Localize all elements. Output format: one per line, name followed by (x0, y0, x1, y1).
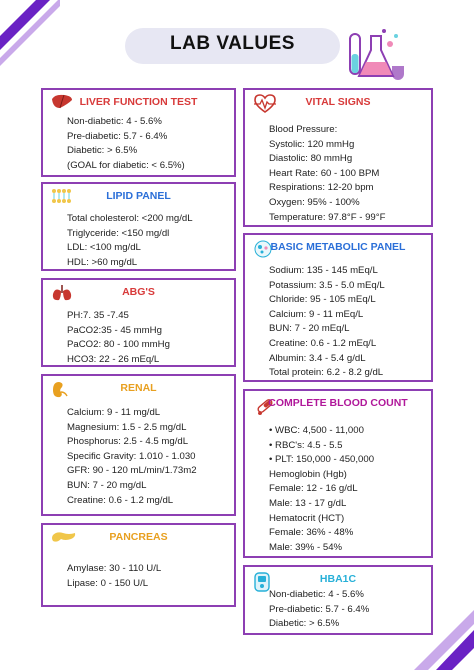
page-title: LAB VALUES (170, 33, 295, 54)
list-item: Blood Pressure: (269, 124, 338, 135)
card-title: LIPID PANEL (106, 190, 171, 202)
list-item: Total protein: 6.2 - 8.2 g/dL (269, 367, 384, 379)
lab-flasks-icon (344, 26, 406, 84)
list-item: PaCO2: 80 - 100 mmHg (67, 339, 170, 351)
list-item: Female: 12 - 16 g/dL (269, 483, 358, 495)
list-item: Respirations: 12-20 bpm (269, 182, 374, 194)
list-item: (GOAL for diabetic: < 6.5%) (67, 159, 185, 171)
card-vital-signs (243, 88, 433, 227)
list-item: Lipase: 0 - 150 U/L (67, 577, 149, 589)
list-item: Heart Rate: 60 - 100 BPM (269, 167, 380, 179)
card-renal (41, 374, 236, 516)
list-item: Hematocrit (HCT) (269, 512, 345, 524)
card-title: ABG'S (122, 286, 155, 298)
card-basic-metabolic-panel (243, 233, 433, 382)
list-item: Diabetic: > 6.5% (67, 145, 138, 157)
list-item: Diastolic: 80 mmHg (269, 153, 353, 165)
list-item: Potassium: 3.5 - 5.0 mEq/L (269, 279, 385, 291)
card-title: COMPLETE BLOOD COUNT (268, 397, 408, 409)
list-item: HDL: >60 mg/dL (67, 256, 138, 268)
list-item: Creatine: 0.6 - 1.2 mEq/L (269, 337, 377, 349)
card-hba1c (243, 565, 433, 635)
list-item: Oxygen: 95% - 100% (269, 196, 360, 208)
list-item: Hemoglobin (Hgb) (269, 468, 347, 480)
list-item: Calcium: 9 - 11 mEq/L (269, 308, 364, 320)
list-item: Chloride: 95 - 105 mEq/L (269, 294, 376, 306)
list-item: Magnesium: 1.5 - 2.5 mg/dL (67, 421, 187, 433)
list-item: Female: 36% - 48% (269, 527, 354, 539)
list-item: BUN: 7 - 20 mEq/L (269, 323, 350, 335)
list-item: BUN: 7 - 20 mg/dL (67, 479, 147, 491)
list-item: Non-diabetic: 4 - 5.6% (67, 116, 162, 127)
list-item: Albumin: 3.4 - 5.4 g/dL (269, 352, 366, 364)
list-item: Phosphorus: 2.5 - 4.5 mg/dL (67, 436, 189, 448)
list-item: Male: 39% - 54% (269, 541, 343, 553)
list-item: Temperature: 97.8°F - 99°F (269, 211, 386, 223)
card-lipid-panel (41, 182, 236, 271)
card-complete-blood-count (243, 389, 433, 558)
card-title: BASIC METABOLIC PANEL (270, 241, 406, 253)
list-item: Total cholesterol: <200 mg/dL (67, 213, 193, 224)
list-item: PaCO2:35 - 45 mmHg (67, 324, 162, 336)
card-title: PANCREAS (109, 531, 168, 543)
card-title: LIVER FUNCTION TEST (79, 96, 198, 108)
card-title: HBA1C (319, 573, 357, 585)
list-item: HCO3: 22 - 26 mEq/L (67, 353, 160, 365)
list-item: • PLT: 150,000 - 450,000 (269, 454, 375, 466)
list-item: Triglyceride: <150 mg/dl (67, 227, 170, 239)
list-item: Sodium: 135 - 145 mEq/L (269, 265, 378, 276)
list-item: • RBC's: 4.5 - 5.5 (269, 439, 343, 451)
list-item: Systolic: 120 mmHg (269, 138, 355, 150)
corner-stripes-top-left (0, 0, 60, 70)
list-item: Non-diabetic: 4 - 5.6% (269, 589, 364, 600)
card-title: RENAL (120, 382, 157, 394)
list-item: GFR: 90 - 120 mL/min/1.73m2 (67, 465, 197, 477)
card-liver-function-test (41, 88, 236, 177)
card-abgs (41, 278, 236, 367)
list-item: Pre-diabetic: 5.7 - 6.4% (269, 603, 370, 615)
list-item: Specific Gravity: 1.010 - 1.030 (67, 450, 196, 462)
list-item: Amylase: 30 - 110 U/L (67, 563, 162, 574)
list-item: Male: 13 - 17 g/dL (269, 497, 347, 509)
list-item: LDL: <100 mg/dL (67, 242, 141, 254)
list-item: Pre-diabetic: 5.7 - 6.4% (67, 130, 168, 142)
list-item: Creatine: 0.6 - 1.2 mg/dL (67, 494, 174, 506)
card-pancreas (41, 523, 236, 607)
list-item: Diabetic: > 6.5% (269, 618, 340, 630)
card-title: VITAL SIGNS (305, 96, 371, 108)
list-item: Calcium: 9 - 11 mg/dL (67, 407, 161, 418)
list-item: PH:7. 35 -7.45 (67, 310, 129, 321)
list-item: • WBC: 4,500 - 11,000 (269, 425, 364, 436)
